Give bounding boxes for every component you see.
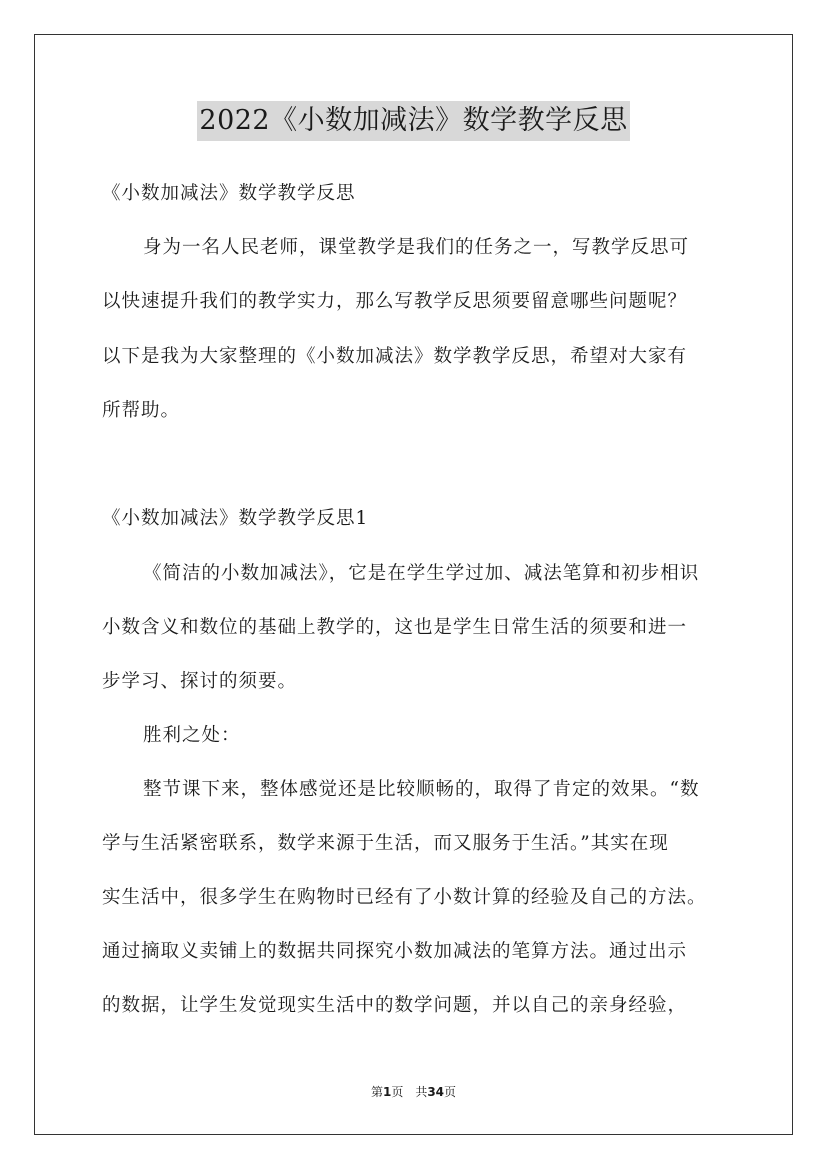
subheading-success: 胜利之处： — [143, 725, 241, 746]
body-line-12: 通过摘取义卖铺上的数据共同探究小数加减法的笔算方法。通过出示 — [102, 941, 688, 962]
title-container — [0, 101, 827, 141]
body-line-9: 整节课下来，整体感觉还是比较顺畅的，取得了肯定的效果。“数 — [143, 779, 700, 800]
body-line-2: 身为一名人民老师，课堂教学是我们的任务之一，写教学反思可 — [143, 237, 690, 258]
body-line-6: 《简洁的小数加减法》，它是在学生学过加、减法笔算和初步相识 — [143, 563, 700, 584]
body-line-10: 学与生活紧密联系，数学来源于生活，而又服务于生活。”其实在现 — [102, 833, 669, 854]
body-line-5: 所帮助。 — [102, 400, 181, 421]
body-line-13: 的数据，让学生发觉现实生活中的数学问题，并以自己的亲身经验， — [102, 995, 688, 1016]
page-footer — [0, 1084, 827, 1100]
footer-middle: 页 共 — [391, 1085, 428, 1099]
footer-total-pages: 34 — [427, 1085, 445, 1099]
footer-suffix: 页 — [444, 1085, 457, 1099]
body-line-11: 实生活中，很多学生在购物时已经有了小数计算的经验及自己的方法。 — [102, 887, 707, 908]
body-line-1: 《小数加减法》数学教学反思 — [102, 183, 356, 204]
footer-prefix: 第 — [370, 1085, 383, 1099]
body-line-4: 以下是我为大家整理的《小数加减法》数学教学反思，希望对大家有 — [102, 346, 688, 367]
document-title: 2022《小数加减法》数学教学反思 — [197, 101, 629, 141]
section-heading-1: 《小数加减法》数学教学反思1 — [102, 508, 369, 529]
body-line-8: 步学习、探讨的须要。 — [102, 671, 298, 692]
body-line-3: 以快速提升我们的教学实力，那么写教学反思须要留意哪些问题呢？ — [102, 291, 688, 312]
body-line-7: 小数含义和数位的基础上教学的，这也是学生日常生活的须要和进一 — [102, 617, 688, 638]
footer-current-page: 1 — [382, 1085, 392, 1099]
